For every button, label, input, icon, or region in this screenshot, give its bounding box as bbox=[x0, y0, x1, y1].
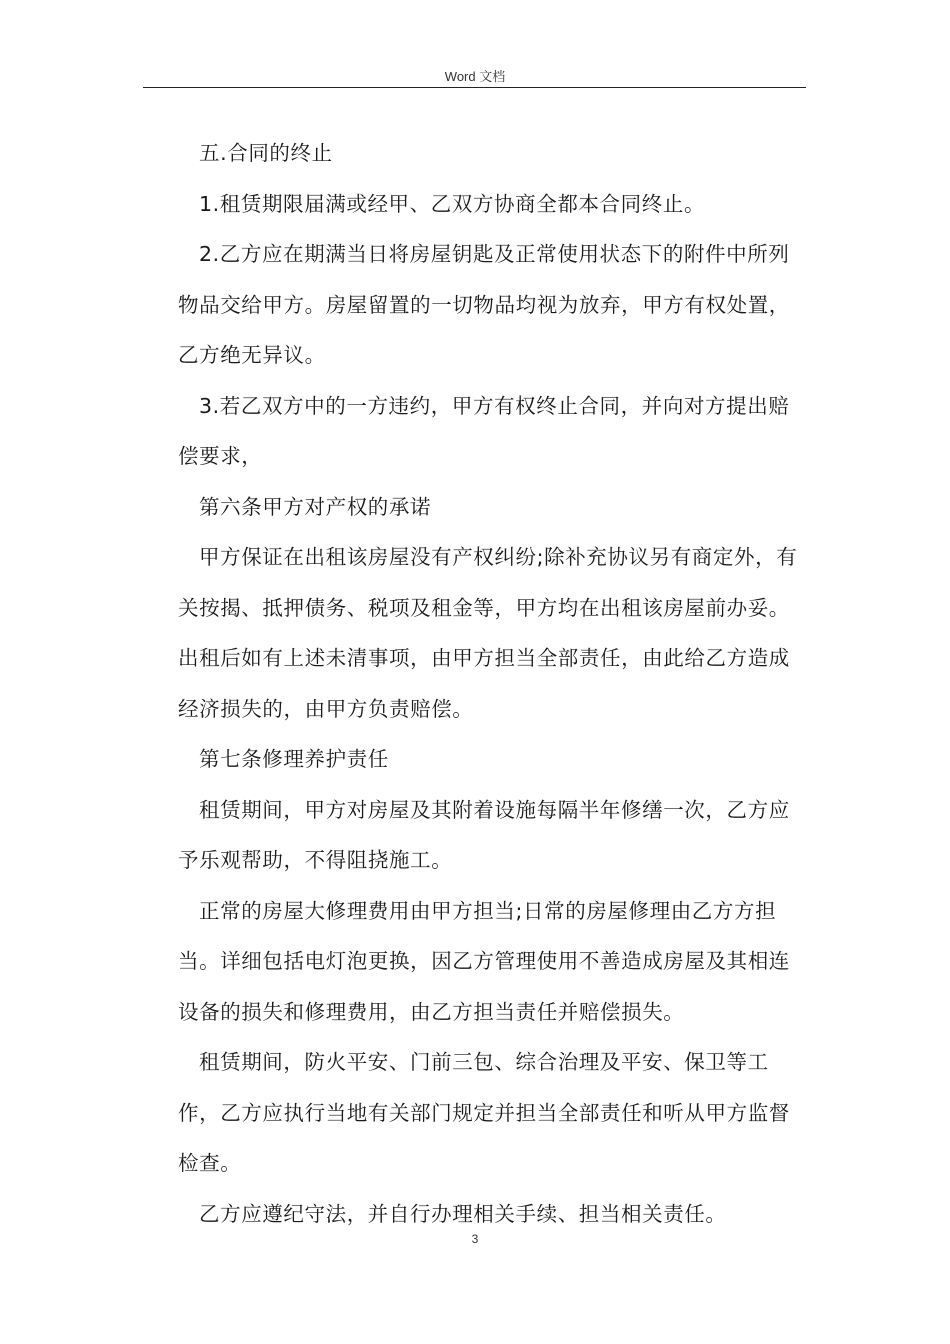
paragraph: 1.租赁期限届满或经甲、乙双方协商全都本合同终止。 bbox=[199, 191, 706, 216]
paragraph: 3.若乙双方中的一方违约，甲方有权终止合同，并向对方提出赔偿要求， bbox=[178, 393, 790, 468]
paragraph: 2.乙方应在期满当日将房屋钥匙及正常使用状态下的附件中所列物品交给甲方。房屋留置的一切物品均视为放弃，甲方有权处置，乙方绝无异议。 bbox=[178, 242, 790, 367]
section-heading: 第七条修理养护责任 bbox=[199, 747, 389, 771]
paragraph: 乙方应遵纪守法，并自行办理相关手续、担当相关责任。 bbox=[199, 1201, 727, 1226]
paragraph: 租赁期间，甲方对房屋及其附着设施每隔半年修缮一次，乙方应予乐观帮助，不得阻挠施工。 bbox=[178, 797, 790, 872]
page-header: Word 文档 bbox=[444, 69, 506, 84]
paragraph: 甲方保证在出租该房屋没有产权纠纷;除补充协议另有商定外，有关按揭、抵押债务、税项及租金等，甲方均在出租该房屋前办妥。出租后如有上述未清事项，由甲方担当全部责任，由此给乙方造成经济损失的，由甲方负责赔偿。 bbox=[178, 545, 798, 721]
document-body bbox=[178, 128, 806, 1239]
paragraph: 租赁期间，防火平安、门前三包、综合治理及平安、保卫等工作，乙方应执行当地有关部门规定并担当全部责任和听从甲方监督检查。 bbox=[178, 1050, 790, 1175]
paragraph: 正常的房屋大修理费用由甲方担当;日常的房屋修理由乙方方担当。详细包括电灯泡更换，因乙方管理使用不善造成房屋及其相连设备的损失和修理费用，由乙方担当责任并赔偿损失。 bbox=[178, 898, 790, 1024]
section-heading: 五.合同的终止 bbox=[199, 141, 333, 165]
page-number: 3 bbox=[471, 1232, 479, 1246]
header-divider bbox=[143, 87, 806, 88]
section-heading: 第六条甲方对产权的承诺 bbox=[199, 494, 432, 519]
